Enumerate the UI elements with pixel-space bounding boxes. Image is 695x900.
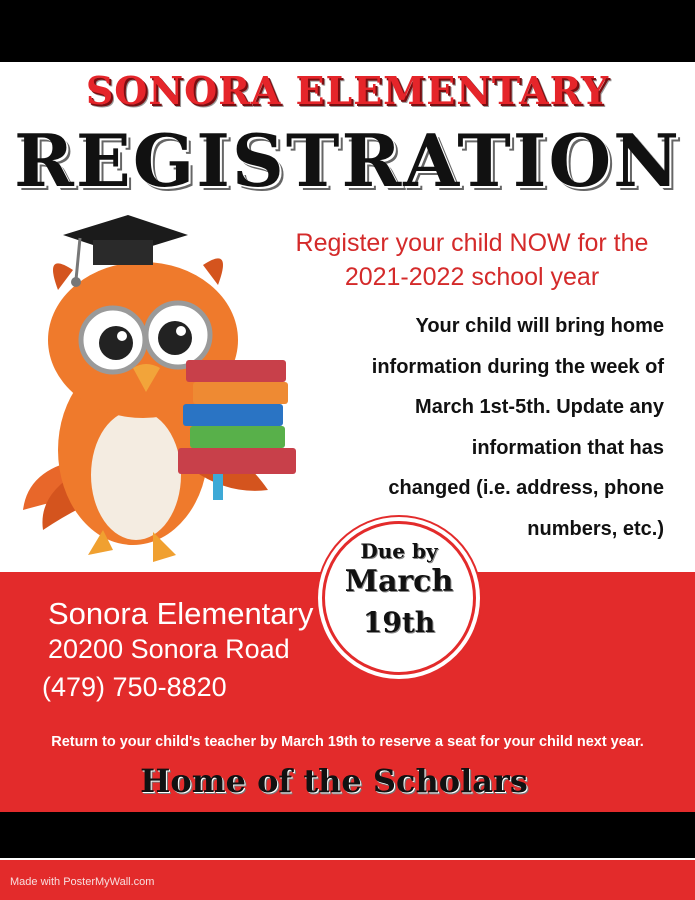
badge-due-by: Due by	[360, 539, 438, 563]
return-note: Return to your child's teacher by March 19th to reserve a seat for your child next year.	[51, 734, 644, 750]
school-title: SONORA ELEMENTARY	[85, 68, 610, 113]
street-address: 20200 Sonora Road	[48, 634, 290, 664]
school-name: Sonora Elementary	[48, 596, 314, 631]
info-line-4: information that has	[471, 436, 664, 459]
bottom-black-bar	[0, 812, 695, 858]
postermywall-watermark: Made with PosterMyWall.com	[10, 876, 155, 888]
intro-line-2: 2021-2022 school year	[344, 263, 600, 291]
info-line-6: numbers, etc.)	[527, 517, 664, 540]
badge-month: March	[344, 564, 454, 599]
due-date-badge	[322, 521, 476, 675]
top-black-bar	[0, 0, 695, 62]
info-line-3: March 1st-5th. Update any	[415, 396, 664, 418]
registration-title: REGISTRATION	[13, 118, 681, 203]
intro-heading	[262, 226, 682, 294]
school-motto: Home of the Scholars	[140, 762, 528, 800]
info-line-1: Your child will bring home	[415, 315, 664, 337]
info-line-2: information during the week of	[371, 355, 664, 378]
phone-number: (479) 750-8820	[42, 672, 227, 702]
intro-line-1: Register your child NOW for the	[295, 229, 649, 257]
owl-scholar-illustration	[18, 210, 308, 570]
info-line-5: changed (i.e. address, phone	[388, 477, 664, 499]
info-paragraph	[320, 306, 664, 549]
badge-day: 19th	[362, 606, 436, 639]
